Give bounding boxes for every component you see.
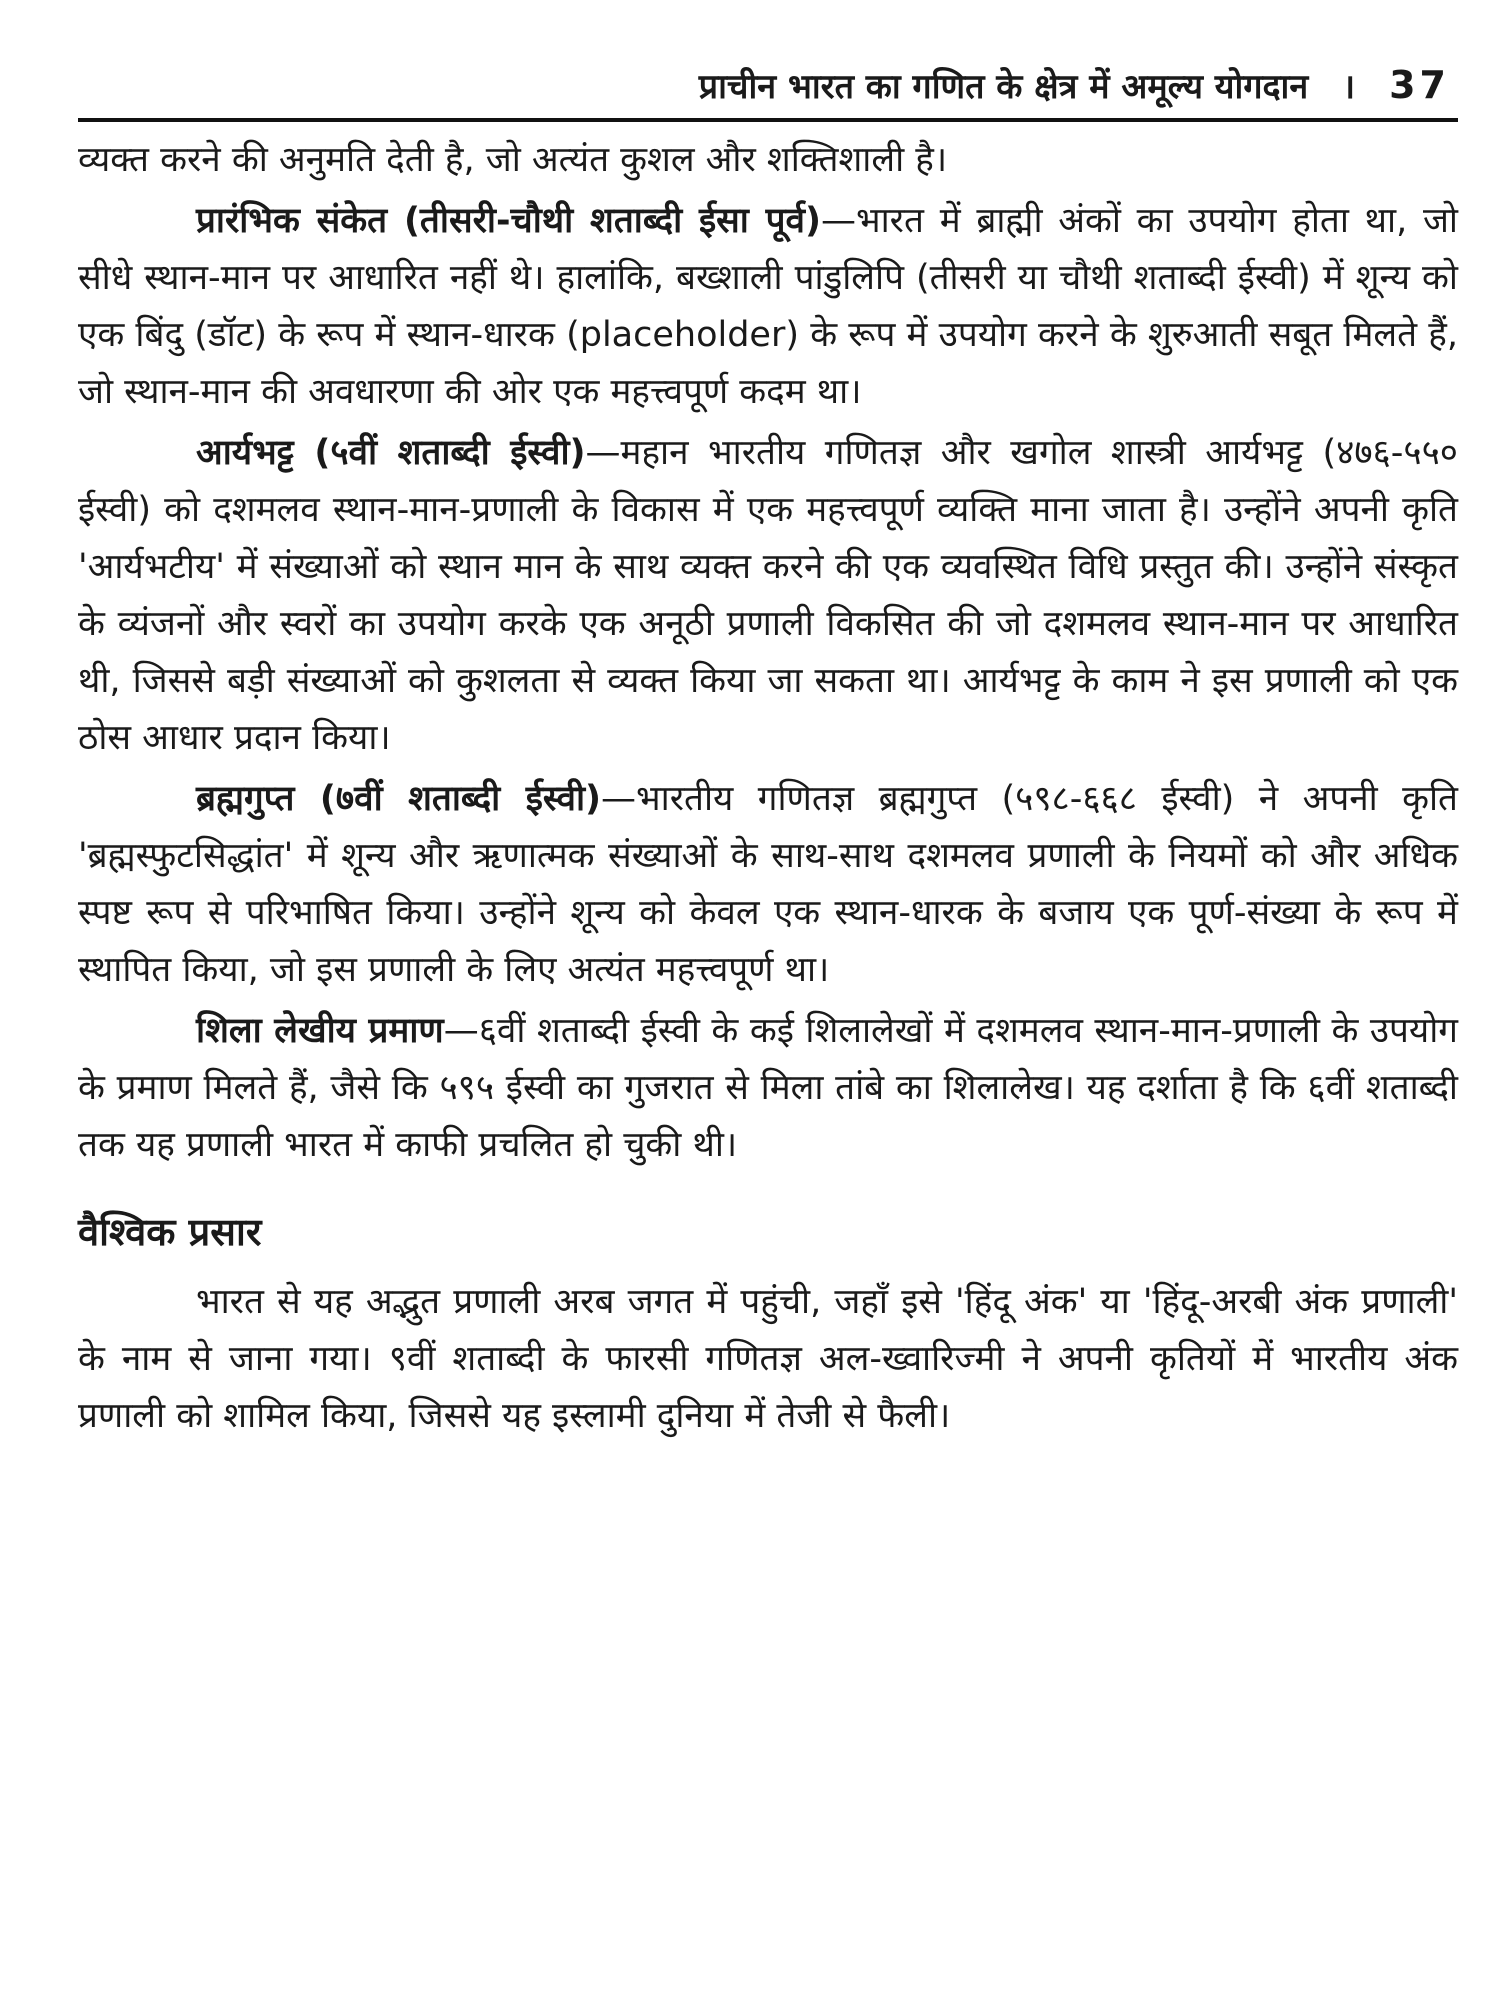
paragraph-continuation: व्यक्त करने की अनुमति देती है, जो अत्यंत कुशल और शक्तिशाली है। — [78, 140, 948, 180]
paragraph-lead: प्रारंभिक संकेत (तीसरी-चौथी शताब्दी ईसा पूर्व) — [196, 201, 822, 241]
paragraph-lead: ब्रह्मगुप्त (७वीं शताब्दी ईस्वी) — [196, 779, 602, 819]
page-number: 37 — [1389, 63, 1450, 107]
running-title: प्राचीन भारत का गणित के क्षेत्र में अमूल्य योगदान — [698, 67, 1309, 107]
header-separator: । — [1342, 67, 1356, 107]
section-heading: वैश्विक प्रसार — [78, 1210, 262, 1254]
paragraph-text: —भारतीय गणितज्ञ ब्रह्मगुप्त (५९८-६६८ ईस्वी) ने अपनी कृति 'ब्रह्मस्फुटसिद्धांत' में शून्य और ऋणात्मक संख्याओं के साथ-साथ दशमलव प्रणाली के नियमों को और अधिक स्पष्ट रूप से परिभाषित किया। उन्होंने शून्य को केवल एक स्थान-धारक के बजाय एक पूर्ण-संख्या के रूप में स्थापित किया, जो इस प्रणाली के लिए अत्यंत महत्त्वपूर्ण था। — [78, 779, 1458, 990]
paragraph-text: —भारत में ब्राह्मी अंकों का उपयोग होता था, जो सीधे स्थान-मान पर आधारित नहीं थे। हालांकि, बख्शाली पांडुलिपि (तीसरी या चौथी शताब्दी ईस्वी) में शून्य को एक बिंदु (डॉट) के रूप में स्थान-धारक (placeholder) के रूप में उपयोग करने के शुरुआती सबूत मिलते हैं, जो स्थान-मान की अवधारणा की ओर एक महत्त्वपूर्ण कदम था। — [78, 201, 1458, 412]
header-rule — [78, 118, 1458, 122]
paragraph-inscriptions — [78, 1003, 1458, 1174]
running-header — [78, 60, 1458, 112]
paragraph-aryabhata — [78, 425, 1458, 767]
paragraph-brahmagupta — [78, 771, 1458, 999]
book-page — [78, 60, 1458, 1445]
paragraph-global-spread: भारत से यह अद्भुत प्रणाली अरब जगत में पहुंची, जहाँ इसे 'हिंदू अंक' या 'हिंदू-अरबी अंक प्रणाली' के नाम से जाना गया। ९वीं शताब्दी के फारसी गणितज्ञ अल-ख्वारिज्मी ने अपनी कृतियों में भारतीय अंक प्रणाली को शामिल किया, जिससे यह इस्लामी दुनिया में तेजी से फैली। — [78, 1282, 1458, 1436]
paragraph-text: —महान भारतीय गणितज्ञ और खगोल शास्त्री आर्यभट्ट (४७६-५५० ईस्वी) को दशमलव स्थान-मान-प्रणाली के विकास में एक महत्त्वपूर्ण व्यक्ति माना जाता है। उन्होंने अपनी कृति 'आर्यभटीय' में संख्याओं को स्थान मान के साथ व्यक्त करने की एक व्यवस्थित विधि प्रस्तुत की। उन्होंने संस्कृत के व्यंजनों और स्वरों का उपयोग करके एक अनूठी प्रणाली विकसित की जो दशमलव स्थान-मान पर आधारित थी, जिससे बड़ी संख्याओं को कुशलता से व्यक्त किया जा सकता था। आर्यभट्ट के काम ने इस प्रणाली को एक ठोस आधार प्रदान किया। — [78, 433, 1458, 758]
paragraph-text: —६वीं शताब्दी ईस्वी के कई शिलालेखों में दशमलव स्थान-मान-प्रणाली के उपयोग के प्रमाण मिलते हैं, जैसे कि ५९५ ईस्वी का गुजरात से मिला तांबे का शिलालेख। यह दर्शाता है कि ६वीं शताब्दी तक यह प्रणाली भारत में काफी प्रचलित हो चुकी थी। — [78, 1011, 1458, 1165]
paragraph-lead: शिला लेखीय प्रमाण — [196, 1011, 444, 1051]
paragraph-early-signs — [78, 193, 1458, 421]
paragraph-lead: आर्यभट्ट (५वीं शताब्दी ईस्वी) — [196, 433, 586, 473]
